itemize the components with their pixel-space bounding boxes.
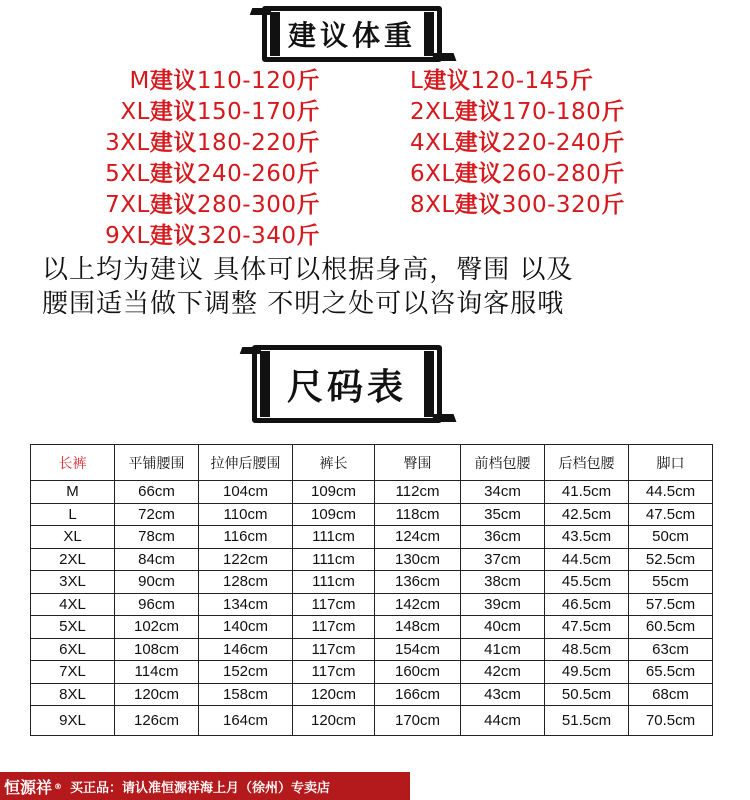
table-header-cell: 长裤 [31, 445, 115, 481]
table-row [31, 503, 713, 526]
table-cell: 170cm [375, 706, 461, 736]
weight-label: 建议 [149, 99, 197, 125]
table-cell: 41cm [461, 638, 545, 661]
table-cell: 50.5cm [545, 683, 629, 706]
weight-size: 7XL [105, 192, 150, 218]
note-line-2: 腰围适当做下调整 不明之处可以咨询客服哦 [42, 289, 565, 319]
footer-notice: 买正品：请认准恒源祥海上月（徐州）专卖店 [70, 780, 331, 796]
table-cell: 136cm [375, 571, 461, 594]
table-header-cell: 后档包腰 [545, 445, 629, 481]
table-cell: 78cm [115, 526, 199, 549]
table-cell: 112cm [375, 481, 461, 504]
table-cell: 114cm [115, 661, 199, 684]
brush-bar-left [270, 12, 280, 56]
table-cell: 152cm [199, 661, 293, 684]
table-cell: 126cm [115, 706, 199, 736]
store-footer-banner [0, 772, 410, 800]
table-cell: 108cm [115, 638, 199, 661]
weight-size: 3XL [105, 130, 150, 156]
table-cell: 109cm [293, 481, 375, 504]
weight-list-right [410, 66, 670, 221]
table-header-row [31, 445, 713, 481]
table-cell: 39cm [461, 593, 545, 616]
table-row [31, 661, 713, 684]
table-cell: 146cm [199, 638, 293, 661]
table-cell: 158cm [199, 683, 293, 706]
weight-range: 240-260 [196, 161, 297, 187]
table-cell: 63cm [629, 638, 713, 661]
weight-label: 建议 [149, 130, 197, 156]
table-cell: 52.5cm [629, 548, 713, 571]
weight-range: 280-300 [196, 192, 297, 218]
table-cell: 65.5cm [629, 661, 713, 684]
table-cell: 48.5cm [545, 638, 629, 661]
table-cell: 102cm [115, 616, 199, 639]
table-cell: 110cm [199, 503, 293, 526]
weight-item [60, 128, 320, 159]
weight-size: 9XL [105, 223, 150, 249]
table-body [31, 481, 713, 736]
table-cell: 117cm [293, 616, 375, 639]
weight-label: 建议 [149, 161, 197, 187]
weight-item [410, 97, 670, 128]
size-cell: 6XL [31, 638, 115, 661]
table-row [31, 683, 713, 706]
weight-unit: 斤 [601, 130, 625, 156]
table-cell: 40cm [461, 616, 545, 639]
weight-title: 建议体重 [287, 19, 416, 52]
weight-range: 320-340 [196, 223, 297, 249]
table-cell: 46.5cm [545, 593, 629, 616]
table-cell: 124cm [375, 526, 461, 549]
weight-label: 建议 [423, 68, 471, 94]
table-cell: 120cm [115, 683, 199, 706]
table-cell: 104cm [199, 481, 293, 504]
table-cell: 142cm [375, 593, 461, 616]
weight-range: 120-145 [470, 68, 570, 94]
weight-size: 2XL [410, 99, 455, 125]
size-title-banner [252, 345, 442, 423]
table-cell: 128cm [199, 571, 293, 594]
table-row [31, 616, 713, 639]
table-cell: 44.5cm [629, 481, 713, 504]
table-header-cell: 平铺腰围 [115, 445, 199, 481]
weight-item [60, 159, 320, 190]
weight-item [60, 66, 320, 97]
size-cell: 2XL [31, 548, 115, 571]
table-cell: 96cm [115, 593, 199, 616]
weight-unit: 斤 [601, 161, 625, 187]
table-cell: 38cm [461, 571, 545, 594]
weight-unit: 斤 [296, 130, 320, 156]
table-cell: 134cm [199, 593, 293, 616]
table-cell: 57.5cm [629, 593, 713, 616]
weight-size: M [129, 68, 150, 94]
table-header-cell: 脚口 [629, 445, 713, 481]
brush-bar-right [424, 12, 434, 56]
weight-item [60, 221, 320, 252]
table-row [31, 571, 713, 594]
table-cell: 164cm [199, 706, 293, 736]
weight-unit: 斤 [296, 223, 320, 249]
weight-range: 180-220 [196, 130, 297, 156]
size-chart-title: 尺码表 [286, 365, 407, 408]
size-chart-table [30, 444, 713, 736]
weight-item [410, 128, 670, 159]
table-cell: 117cm [293, 661, 375, 684]
table-header-cell: 裤长 [293, 445, 375, 481]
table-cell: 34cm [461, 481, 545, 504]
adjustment-note [42, 253, 722, 321]
table-cell: 37cm [461, 548, 545, 571]
table-cell: 50cm [629, 526, 713, 549]
table-cell: 118cm [375, 503, 461, 526]
table-cell: 45.5cm [545, 571, 629, 594]
table-cell: 111cm [293, 571, 375, 594]
weight-unit: 斤 [569, 68, 594, 94]
table-cell: 84cm [115, 548, 199, 571]
weight-size: L [410, 68, 424, 94]
table-cell: 43.5cm [545, 526, 629, 549]
size-cell: 7XL [31, 661, 115, 684]
size-cell: 5XL [31, 616, 115, 639]
weight-label: 建议 [149, 223, 197, 249]
weight-range: 150-170 [196, 99, 297, 125]
weight-range: 260-280 [501, 161, 602, 187]
table-cell: 116cm [199, 526, 293, 549]
table-cell: 117cm [293, 638, 375, 661]
table-cell: 148cm [375, 616, 461, 639]
size-cell: L [31, 503, 115, 526]
weight-unit: 斤 [296, 192, 320, 218]
table-cell: 66cm [115, 481, 199, 504]
table-header-cell: 臀围 [375, 445, 461, 481]
weight-list-left [60, 66, 320, 252]
weight-range: 300-320 [501, 192, 602, 218]
weight-item [60, 97, 320, 128]
table-cell: 55cm [629, 571, 713, 594]
weight-size: 4XL [410, 130, 455, 156]
table-cell: 111cm [293, 526, 375, 549]
table-cell: 154cm [375, 638, 461, 661]
size-cell: 9XL [31, 706, 115, 736]
table-cell: 140cm [199, 616, 293, 639]
table-row [31, 526, 713, 549]
table-cell: 44.5cm [545, 548, 629, 571]
table-cell: 166cm [375, 683, 461, 706]
weight-range: 220-240 [501, 130, 602, 156]
table-cell: 72cm [115, 503, 199, 526]
brush-bar-right [424, 351, 434, 417]
table-cell: 70.5cm [629, 706, 713, 736]
weight-unit: 斤 [601, 99, 625, 125]
brand-logo-text: 恒源祥 [4, 777, 53, 797]
table-cell: 36cm [461, 526, 545, 549]
size-cell: XL [31, 526, 115, 549]
table-cell: 109cm [293, 503, 375, 526]
size-cell: 4XL [31, 593, 115, 616]
weight-label: 建议 [454, 130, 502, 156]
table-cell: 42.5cm [545, 503, 629, 526]
weight-label: 建议 [149, 192, 197, 218]
size-cell: M [31, 481, 115, 504]
table-cell: 49.5cm [545, 661, 629, 684]
table-cell: 44cm [461, 706, 545, 736]
table-cell: 120cm [293, 706, 375, 736]
weight-label: 建议 [454, 99, 502, 125]
table-cell: 111cm [293, 548, 375, 571]
size-cell: 8XL [31, 683, 115, 706]
weight-label: 建议 [454, 192, 502, 218]
weight-size: 5XL [105, 161, 150, 187]
table-cell: 47.5cm [545, 616, 629, 639]
table-cell: 35cm [461, 503, 545, 526]
weight-unit: 斤 [296, 99, 320, 125]
table-cell: 122cm [199, 548, 293, 571]
table-cell: 160cm [375, 661, 461, 684]
table-row [31, 593, 713, 616]
table-cell: 41.5cm [545, 481, 629, 504]
table-cell: 60.5cm [629, 616, 713, 639]
weight-item [60, 190, 320, 221]
weight-label: 建议 [454, 161, 502, 187]
weight-range: 170-180 [501, 99, 602, 125]
table-cell: 47.5cm [629, 503, 713, 526]
table-cell: 68cm [629, 683, 713, 706]
table-cell: 43cm [461, 683, 545, 706]
table-cell: 130cm [375, 548, 461, 571]
table-row [31, 638, 713, 661]
table-cell: 120cm [293, 683, 375, 706]
weight-size: 6XL [410, 161, 455, 187]
table-row [31, 548, 713, 571]
weight-unit: 斤 [296, 161, 320, 187]
weight-item [410, 159, 670, 190]
weight-label: 建议 [149, 68, 197, 94]
table-header-cell: 前档包腰 [461, 445, 545, 481]
table-row [31, 481, 713, 504]
size-cell: 3XL [31, 571, 115, 594]
table-cell: 90cm [115, 571, 199, 594]
note-line-1: 以上均为建议 具体可以根据身高，臀围 以及 [42, 255, 574, 285]
weight-unit: 斤 [601, 192, 625, 218]
brush-bar-left [260, 351, 270, 417]
weight-item [410, 190, 670, 221]
weight-title-banner [262, 6, 442, 62]
weight-item [410, 66, 670, 97]
weight-size: 8XL [410, 192, 455, 218]
table-cell: 42cm [461, 661, 545, 684]
weight-range: 110-120 [196, 68, 297, 94]
registered-mark: ® [54, 781, 63, 791]
table-cell: 117cm [293, 593, 375, 616]
table-row [31, 706, 713, 736]
table-header-cell: 拉伸后腰围 [199, 445, 293, 481]
weight-unit: 斤 [296, 68, 320, 94]
table-cell: 51.5cm [545, 706, 629, 736]
weight-size: XL [120, 99, 150, 125]
